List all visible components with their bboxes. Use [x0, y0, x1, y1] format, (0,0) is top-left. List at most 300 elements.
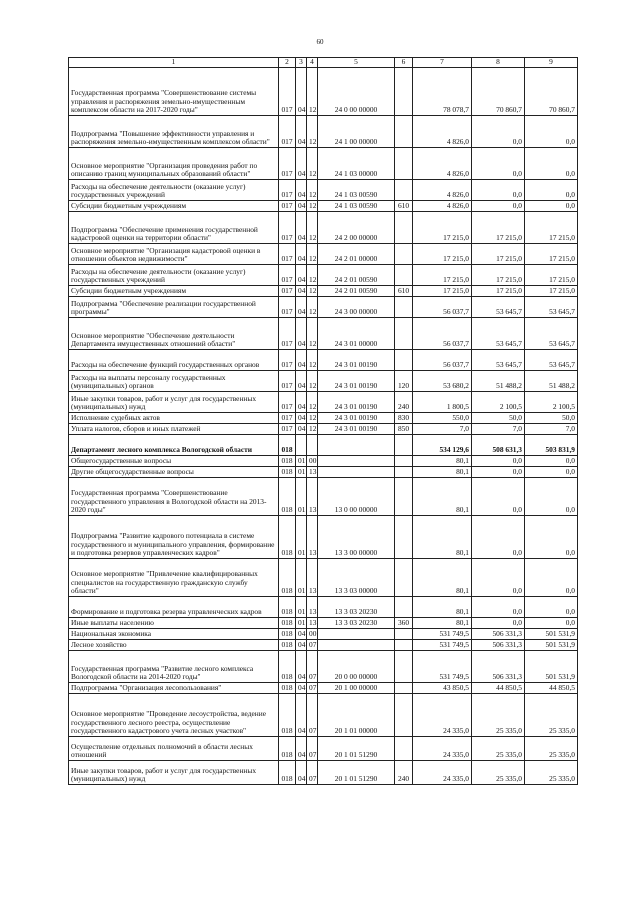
amount-year-3: 50,0 — [525, 413, 578, 424]
amount-year-2: 0,0 — [472, 148, 525, 180]
table-row — [69, 629, 578, 640]
table-row — [69, 467, 578, 478]
amount-year-3: 0,0 — [525, 148, 578, 180]
section-code: 01 — [296, 618, 307, 629]
expense-type-code — [395, 597, 413, 618]
column-header: 5 — [318, 58, 395, 68]
expense-type-code — [395, 350, 413, 371]
amount-year-1: 80,1 — [413, 559, 472, 597]
subsection-code: 13 — [307, 478, 318, 516]
section-code: 04 — [296, 318, 307, 350]
table-row — [69, 435, 578, 456]
subsection-code: 00 — [307, 629, 318, 640]
ministry-code: 018 — [279, 737, 296, 761]
target-article-code: 24 3 01 00190 — [318, 392, 395, 413]
target-article-code: 13 3 03 20230 — [318, 618, 395, 629]
ministry-code: 018 — [279, 559, 296, 597]
amount-year-3: 0,0 — [525, 597, 578, 618]
expense-type-code: 120 — [395, 371, 413, 392]
table-row — [69, 265, 578, 286]
amount-year-2: 44 850,5 — [472, 683, 525, 694]
amount-year-2: 508 631,3 — [472, 435, 525, 456]
ministry-code: 018 — [279, 618, 296, 629]
table-row — [69, 516, 578, 559]
amount-year-2: 53 645,7 — [472, 297, 525, 318]
subsection-code: 12 — [307, 392, 318, 413]
section-code: 04 — [296, 413, 307, 424]
row-name: Подпрограмма "Развитие кадрового потенциала в системе государственного и муниципального управления, формирование и подготовка резервов управленческих кадров" — [69, 516, 279, 559]
ministry-code: 017 — [279, 68, 296, 116]
section-code: 04 — [296, 286, 307, 297]
amount-year-2: 17 215,0 — [472, 212, 525, 244]
table-row — [69, 640, 578, 651]
row-name: Субсидии бюджетным учреждениям — [69, 286, 279, 297]
target-article-code: 20 1 01 51290 — [318, 737, 395, 761]
amount-year-1: 56 037,7 — [413, 297, 472, 318]
target-article-code: 24 0 00 00000 — [318, 68, 395, 116]
row-name: Расходы на выплаты персоналу государственных (муниципальных) органов — [69, 371, 279, 392]
ministry-code: 017 — [279, 424, 296, 435]
subsection-code: 07 — [307, 761, 318, 785]
subsection-code: 13 — [307, 597, 318, 618]
subsection-code: 00 — [307, 456, 318, 467]
subsection-code: 13 — [307, 516, 318, 559]
subsection-code: 12 — [307, 68, 318, 116]
subsection-code: 13 — [307, 559, 318, 597]
amount-year-2: 506 331,3 — [472, 629, 525, 640]
subsection-code: 13 — [307, 467, 318, 478]
page-number: 60 — [316, 38, 324, 46]
subsection-code: 07 — [307, 737, 318, 761]
ministry-code: 017 — [279, 212, 296, 244]
expense-type-code — [395, 116, 413, 148]
header-row — [69, 58, 578, 68]
target-article-code — [318, 456, 395, 467]
section-code: 04 — [296, 683, 307, 694]
table-row — [69, 68, 578, 116]
amount-year-1: 80,1 — [413, 516, 472, 559]
subsection-code: 12 — [307, 244, 318, 265]
section-code: 04 — [296, 244, 307, 265]
target-article-code: 24 1 03 00590 — [318, 180, 395, 201]
amount-year-3: 17 215,0 — [525, 212, 578, 244]
section-code: 01 — [296, 597, 307, 618]
row-name: Основное мероприятие "Проведение лесоустройства, ведение государственного лесного реестра, осуществление государственного кадастрового учета лесных участков" — [69, 694, 279, 737]
section-code: 04 — [296, 212, 307, 244]
amount-year-2: 25 335,0 — [472, 761, 525, 785]
amount-year-3: 501 531,9 — [525, 640, 578, 651]
table-row — [69, 350, 578, 371]
amount-year-3: 17 215,0 — [525, 286, 578, 297]
table-row — [69, 371, 578, 392]
subsection-code: 07 — [307, 683, 318, 694]
column-header: 2 — [279, 58, 296, 68]
row-name: Основное мероприятие "Организация кадастровой оценки в отношении объектов недвижимости" — [69, 244, 279, 265]
target-article-code: 24 2 01 00000 — [318, 244, 395, 265]
column-header: 4 — [307, 58, 318, 68]
amount-year-2: 25 335,0 — [472, 694, 525, 737]
column-header: 6 — [395, 58, 413, 68]
row-name: Уплата налогов, сборов и иных платежей — [69, 424, 279, 435]
table-row — [69, 244, 578, 265]
expense-type-code — [395, 244, 413, 265]
section-code: 04 — [296, 640, 307, 651]
target-article-code: 24 3 01 00190 — [318, 424, 395, 435]
amount-year-1: 56 037,7 — [413, 350, 472, 371]
ministry-code: 018 — [279, 597, 296, 618]
target-article-code: 24 3 00 00000 — [318, 297, 395, 318]
amount-year-1: 17 215,0 — [413, 286, 472, 297]
ministry-code: 018 — [279, 516, 296, 559]
section-code: 04 — [296, 371, 307, 392]
ministry-code: 018 — [279, 651, 296, 683]
expense-type-code — [395, 694, 413, 737]
section-code: 04 — [296, 297, 307, 318]
subsection-code — [307, 435, 318, 456]
amount-year-1: 531 749,5 — [413, 640, 472, 651]
amount-year-3: 501 531,9 — [525, 651, 578, 683]
section-code: 01 — [296, 516, 307, 559]
table-row — [69, 297, 578, 318]
amount-year-2: 25 335,0 — [472, 737, 525, 761]
section-code: 04 — [296, 629, 307, 640]
amount-year-1: 4 826,0 — [413, 116, 472, 148]
table-row — [69, 116, 578, 148]
target-article-code — [318, 640, 395, 651]
row-name: Иные закупки товаров, работ и услуг для государственных (муниципальных) нужд — [69, 761, 279, 785]
amount-year-3: 25 335,0 — [525, 694, 578, 737]
expense-type-code: 240 — [395, 761, 413, 785]
row-name: Расходы на обеспечение деятельности (оказание услуг) государственных учреждений — [69, 180, 279, 201]
row-name: Основное мероприятие "Обеспечение деятельности Департамента имущественных отношений области" — [69, 318, 279, 350]
amount-year-1: 7,0 — [413, 424, 472, 435]
amount-year-3: 53 645,7 — [525, 318, 578, 350]
target-article-code: 20 0 00 00000 — [318, 651, 395, 683]
ministry-code: 017 — [279, 413, 296, 424]
section-code: 04 — [296, 68, 307, 116]
expense-type-code — [395, 640, 413, 651]
amount-year-3: 503 831,9 — [525, 435, 578, 456]
ministry-code: 017 — [279, 265, 296, 286]
section-code: 04 — [296, 116, 307, 148]
amount-year-2: 0,0 — [472, 478, 525, 516]
section-code: 01 — [296, 559, 307, 597]
amount-year-2: 17 215,0 — [472, 286, 525, 297]
subsection-code: 12 — [307, 116, 318, 148]
ministry-code: 017 — [279, 392, 296, 413]
amount-year-2: 17 215,0 — [472, 244, 525, 265]
expense-type-code — [395, 297, 413, 318]
table-row — [69, 597, 578, 618]
section-code: 01 — [296, 467, 307, 478]
amount-year-3: 0,0 — [525, 559, 578, 597]
table-row — [69, 694, 578, 737]
table-row — [69, 478, 578, 516]
subsection-code: 12 — [307, 148, 318, 180]
expense-type-code — [395, 148, 413, 180]
subsection-code: 12 — [307, 413, 318, 424]
amount-year-1: 80,1 — [413, 478, 472, 516]
section-code: 01 — [296, 478, 307, 516]
amount-year-3: 70 860,7 — [525, 68, 578, 116]
table-row — [69, 148, 578, 180]
row-name: Подпрограмма "Повышение эффективности управления и распоряжения земельно-имущественным комплексом области" — [69, 116, 279, 148]
row-name: Лесное хозяйство — [69, 640, 279, 651]
amount-year-2: 53 645,7 — [472, 318, 525, 350]
section-code: 04 — [296, 761, 307, 785]
target-article-code: 20 1 01 00000 — [318, 694, 395, 737]
expense-type-code — [395, 456, 413, 467]
section-code: 04 — [296, 392, 307, 413]
row-name: Иные выплаты населению — [69, 618, 279, 629]
target-article-code: 13 0 00 00000 — [318, 478, 395, 516]
row-name: Расходы на обеспечение деятельности (оказание услуг) государственных учреждений — [69, 265, 279, 286]
target-article-code: 24 2 01 00590 — [318, 286, 395, 297]
amount-year-2: 0,0 — [472, 201, 525, 212]
subsection-code: 12 — [307, 286, 318, 297]
target-article-code: 24 1 03 00590 — [318, 201, 395, 212]
section-code: 04 — [296, 148, 307, 180]
amount-year-1: 4 826,0 — [413, 180, 472, 201]
row-name: Основное мероприятие "Привлечение квалифицированных специалистов на государственную гражданскую службу области" — [69, 559, 279, 597]
section-code: 04 — [296, 265, 307, 286]
subsection-code: 12 — [307, 350, 318, 371]
amount-year-3: 0,0 — [525, 516, 578, 559]
target-article-code: 24 3 01 00000 — [318, 318, 395, 350]
expense-type-code — [395, 467, 413, 478]
subsection-code: 12 — [307, 201, 318, 212]
row-name: Исполнение судебных актов — [69, 413, 279, 424]
amount-year-1: 24 335,0 — [413, 737, 472, 761]
row-name: Национальная экономика — [69, 629, 279, 640]
amount-year-1: 4 826,0 — [413, 201, 472, 212]
target-article-code: 24 3 01 00190 — [318, 413, 395, 424]
amount-year-3: 0,0 — [525, 180, 578, 201]
subsection-code: 12 — [307, 297, 318, 318]
amount-year-1: 24 335,0 — [413, 694, 472, 737]
table-row — [69, 413, 578, 424]
ministry-code: 017 — [279, 318, 296, 350]
target-article-code: 24 3 01 00190 — [318, 371, 395, 392]
row-name: Подпрограмма "Обеспечение применения государственной кадастровой оценки на территории области" — [69, 212, 279, 244]
row-name: Государственная программа "Совершенствование государственного управления в Вологодской области на 2013-2020 годы" — [69, 478, 279, 516]
expense-type-code — [395, 651, 413, 683]
ministry-code: 017 — [279, 244, 296, 265]
expense-type-code — [395, 559, 413, 597]
amount-year-1: 56 037,7 — [413, 318, 472, 350]
table-row — [69, 618, 578, 629]
subsection-code: 12 — [307, 265, 318, 286]
expense-type-code: 240 — [395, 392, 413, 413]
amount-year-2: 7,0 — [472, 424, 525, 435]
subsection-code: 07 — [307, 640, 318, 651]
amount-year-2: 0,0 — [472, 516, 525, 559]
amount-year-1: 80,1 — [413, 597, 472, 618]
amount-year-3: 0,0 — [525, 116, 578, 148]
section-code: 04 — [296, 737, 307, 761]
amount-year-3: 25 335,0 — [525, 761, 578, 785]
row-name: Расходы на обеспечение функций государственных органов — [69, 350, 279, 371]
expense-type-code — [395, 737, 413, 761]
amount-year-3: 53 645,7 — [525, 297, 578, 318]
expense-type-code — [395, 435, 413, 456]
table-row — [69, 286, 578, 297]
expense-type-code — [395, 68, 413, 116]
ministry-code: 017 — [279, 201, 296, 212]
row-name: Осуществление отдельных полномочий в области лесных отношений — [69, 737, 279, 761]
amount-year-3: 51 488,2 — [525, 371, 578, 392]
expense-type-code — [395, 212, 413, 244]
amount-year-1: 17 215,0 — [413, 244, 472, 265]
section-code: 04 — [296, 180, 307, 201]
amount-year-2: 0,0 — [472, 116, 525, 148]
amount-year-3: 0,0 — [525, 456, 578, 467]
ministry-code: 017 — [279, 148, 296, 180]
amount-year-1: 4 826,0 — [413, 148, 472, 180]
amount-year-2: 17 215,0 — [472, 265, 525, 286]
ministry-code: 018 — [279, 456, 296, 467]
target-article-code: 13 3 03 00000 — [318, 559, 395, 597]
row-name: Государственная программа "Совершенствование системы управления и распоряжения земельно-имущественным комплексом области на 2017-2020 годы" — [69, 68, 279, 116]
target-article-code — [318, 629, 395, 640]
subsection-code: 12 — [307, 318, 318, 350]
section-code: 04 — [296, 694, 307, 737]
ministry-code: 018 — [279, 694, 296, 737]
row-name: Субсидии бюджетным учреждениям — [69, 201, 279, 212]
amount-year-2: 0,0 — [472, 467, 525, 478]
expense-type-code — [395, 318, 413, 350]
amount-year-2: 0,0 — [472, 559, 525, 597]
amount-year-1: 43 850,5 — [413, 683, 472, 694]
amount-year-3: 0,0 — [525, 618, 578, 629]
target-article-code: 20 1 00 00000 — [318, 683, 395, 694]
amount-year-1: 17 215,0 — [413, 212, 472, 244]
table-row — [69, 683, 578, 694]
amount-year-2: 0,0 — [472, 180, 525, 201]
expense-type-code — [395, 265, 413, 286]
target-article-code: 24 2 01 00590 — [318, 265, 395, 286]
subsection-code: 12 — [307, 212, 318, 244]
ministry-code: 018 — [279, 683, 296, 694]
amount-year-2: 0,0 — [472, 618, 525, 629]
amount-year-2: 51 488,2 — [472, 371, 525, 392]
amount-year-3: 17 215,0 — [525, 265, 578, 286]
amount-year-3: 25 335,0 — [525, 737, 578, 761]
ministry-code: 017 — [279, 180, 296, 201]
column-header: 9 — [525, 58, 578, 68]
amount-year-2: 50,0 — [472, 413, 525, 424]
table-row — [69, 318, 578, 350]
ministry-code: 018 — [279, 435, 296, 456]
expense-type-code — [395, 629, 413, 640]
target-article-code — [318, 467, 395, 478]
amount-year-1: 80,1 — [413, 456, 472, 467]
row-name: Формирование и подготовка резерва управленческих кадров — [69, 597, 279, 618]
amount-year-1: 17 215,0 — [413, 265, 472, 286]
expense-type-code — [395, 516, 413, 559]
table-row — [69, 180, 578, 201]
table-row — [69, 737, 578, 761]
amount-year-3: 501 531,9 — [525, 629, 578, 640]
target-article-code — [318, 435, 395, 456]
amount-year-3: 2 100,5 — [525, 392, 578, 413]
ministry-code: 017 — [279, 371, 296, 392]
table-row — [69, 424, 578, 435]
section-code: 04 — [296, 201, 307, 212]
section-code — [296, 435, 307, 456]
amount-year-1: 78 078,7 — [413, 68, 472, 116]
amount-year-2: 506 331,3 — [472, 640, 525, 651]
amount-year-2: 53 645,7 — [472, 350, 525, 371]
ministry-code: 017 — [279, 286, 296, 297]
section-code: 01 — [296, 456, 307, 467]
amount-year-3: 7,0 — [525, 424, 578, 435]
subsection-code: 07 — [307, 694, 318, 737]
table-row — [69, 559, 578, 597]
ministry-code: 017 — [279, 297, 296, 318]
ministry-code: 018 — [279, 629, 296, 640]
subsection-code: 12 — [307, 371, 318, 392]
amount-year-2: 0,0 — [472, 456, 525, 467]
target-article-code: 13 3 03 20230 — [318, 597, 395, 618]
row-name: Подпрограмма "Организация лесопользования" — [69, 683, 279, 694]
amount-year-2: 506 331,3 — [472, 651, 525, 683]
amount-year-3: 53 645,7 — [525, 350, 578, 371]
budget-table — [68, 57, 578, 785]
amount-year-1: 1 800,5 — [413, 392, 472, 413]
expense-type-code: 360 — [395, 618, 413, 629]
section-code: 04 — [296, 651, 307, 683]
section-code: 04 — [296, 350, 307, 371]
table-row — [69, 201, 578, 212]
row-name: Подпрограмма "Обеспечение реализации государственной программы" — [69, 297, 279, 318]
table-row — [69, 212, 578, 244]
column-header: 7 — [413, 58, 472, 68]
amount-year-1: 24 335,0 — [413, 761, 472, 785]
amount-year-2: 2 100,5 — [472, 392, 525, 413]
amount-year-1: 53 680,2 — [413, 371, 472, 392]
table-row — [69, 651, 578, 683]
row-name: Общегосударственные вопросы — [69, 456, 279, 467]
amount-year-3: 0,0 — [525, 478, 578, 516]
ministry-code: 018 — [279, 478, 296, 516]
amount-year-1: 534 129,6 — [413, 435, 472, 456]
amount-year-2: 70 860,7 — [472, 68, 525, 116]
subsection-code: 12 — [307, 424, 318, 435]
target-article-code: 13 3 00 00000 — [318, 516, 395, 559]
target-article-code: 24 1 00 00000 — [318, 116, 395, 148]
row-name: Другие общегосударственные вопросы — [69, 467, 279, 478]
row-name: Департамент лесного комплекса Вологодской области — [69, 435, 279, 456]
expense-type-code: 850 — [395, 424, 413, 435]
amount-year-2: 0,0 — [472, 597, 525, 618]
ministry-code: 017 — [279, 350, 296, 371]
amount-year-3: 0,0 — [525, 201, 578, 212]
expense-type-code: 610 — [395, 286, 413, 297]
amount-year-3: 0,0 — [525, 467, 578, 478]
target-article-code: 24 3 01 00190 — [318, 350, 395, 371]
row-name: Государственная программа "Развитие лесного комплекса Вологодской области на 2014-2020 годы" — [69, 651, 279, 683]
amount-year-3: 44 850,5 — [525, 683, 578, 694]
table-row — [69, 392, 578, 413]
table-row — [69, 761, 578, 785]
amount-year-1: 531 749,5 — [413, 651, 472, 683]
row-name: Основное мероприятие "Организация проведения работ по описанию границ муниципальных образований области" — [69, 148, 279, 180]
section-code: 04 — [296, 424, 307, 435]
target-article-code: 24 2 00 00000 — [318, 212, 395, 244]
ministry-code: 018 — [279, 761, 296, 785]
target-article-code: 24 1 03 00000 — [318, 148, 395, 180]
